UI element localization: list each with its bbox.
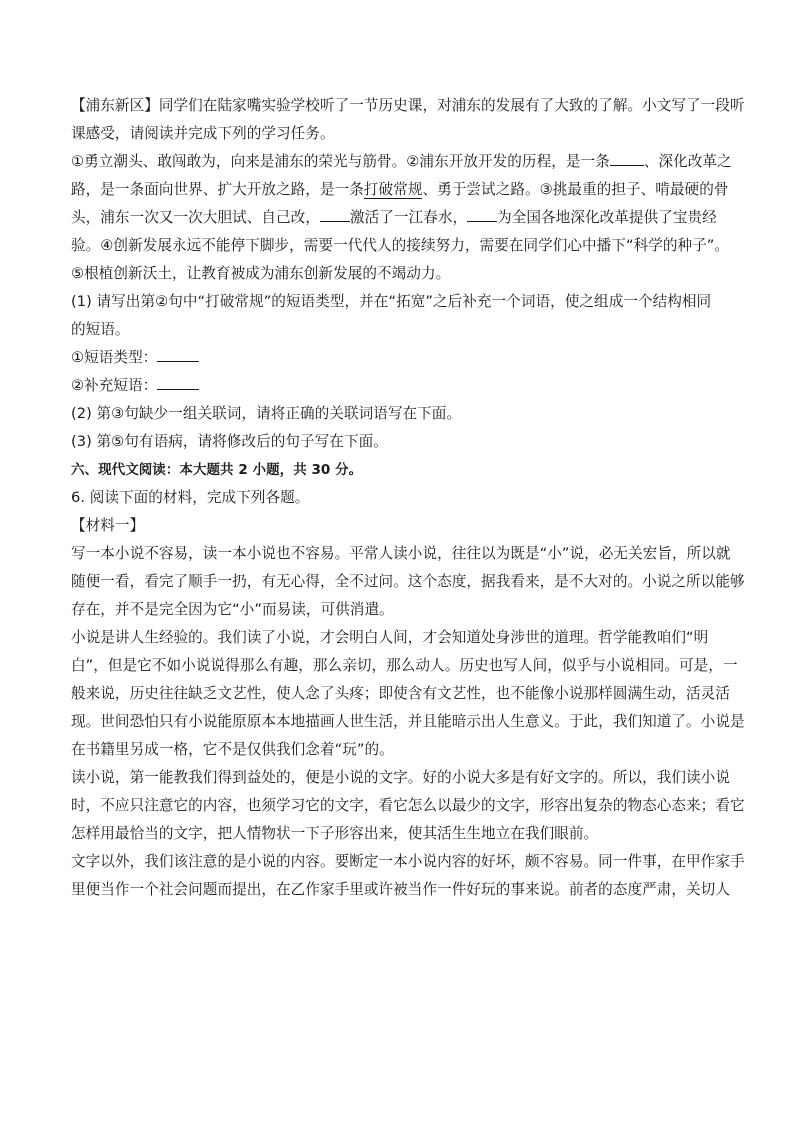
- answer-blank: [320, 207, 350, 222]
- article-line: 怎样用最恰当的文字，把人情物状一下子形容出来，使其活生生地立在我们眼前。: [71, 825, 599, 842]
- label-text: ①短语类型：: [71, 349, 158, 366]
- article-line: 时，不应只注意它的内容，也须学习它的文字，看它怎么以最少的文字，形容出复杂的物态心态来；看它: [71, 797, 745, 814]
- article-line: 随便一看，看完了顺手一扔，有无心得，全不过问。这个态度，据我看来，是不大对的。小说之所以能够: [71, 573, 745, 590]
- article-line: 在书籍里另成一格，它不是仅供我们念着“玩”的。: [71, 741, 394, 758]
- item-6: 6. 阅读下面的材料，完成下列各题。: [71, 489, 310, 506]
- passage-text: 路，是一条面向世界、扩大开放之路，是一条: [71, 181, 364, 198]
- article-line: 小说是讲人生经验的。我们读了小说，才会明白人间，才会知道处身涉世的道理。哲学能教咱们“明: [71, 629, 709, 646]
- article-line: 存在，并不是完全因为它“小”而易读，可供消遣。: [71, 601, 394, 618]
- question-1-line-2: 的短语。: [71, 321, 130, 338]
- article-line: 般来说，历史往往缺乏文艺性，使人念了头疼；即使含有文艺性，也不能像小说那样圆满生动，活灵活: [71, 685, 730, 702]
- article-line: 文字以外，我们该注意的是小说的内容。要断定一本小说内容的好坏，颇不容易。同一件事，在甲作家手: [71, 853, 745, 870]
- intro-line-2: 课感受，请阅读并完成下列的学习任务。: [71, 125, 335, 142]
- answer-blank: [467, 207, 497, 222]
- passage-text: 、深化改革之: [643, 153, 732, 170]
- intro-line-1: 【浦东新区】同学们在陆家嘴实验学校听了一节历史课，对浦东的发展有了大致的了解。小文写了一段听: [71, 97, 745, 114]
- question-1-line-1: (1) 请写出第②句中“打破常规”的短语类型，并在“拓宽”之后补充一个词语，使之组成一个结构相同: [71, 293, 712, 310]
- underlined-phrase: 打破常规: [363, 181, 423, 198]
- question-1-phrase-type: [71, 344, 709, 372]
- question-2: (2) 第③句缺少一组关联词，请将正确的关联词语写在下面。: [71, 405, 462, 422]
- passage-text: 、勇于尝试之路。③挑最重的担子、啃最硬的骨: [422, 181, 729, 198]
- article-line: 现。世间恐怕只有小说能原原本本地描画人世生活，并且能暗示出人生意义。于此，我们知道了。小说是: [71, 713, 745, 730]
- article-line: 读小说，第一能教我们得到益处的，便是小说的文字。好的小说大多是有好文字的。所以，我们读小说: [71, 769, 730, 786]
- article-line: 白”，但是它不如小说说得那么有趣，那么亲切，那么动人。历史也写人间，似乎与小说相同。可是，一: [71, 657, 738, 674]
- section-heading: 六、现代文阅读：本大题共 2 小题，共 30 分。: [71, 462, 363, 478]
- passage-line-5: ⑤根植创新沃土，让教育被成为浦东创新发展的不竭动力。: [71, 265, 451, 282]
- article-line: 里便当作一个社会问题而提出，在乙作家手里或许被当作一件好玩的事来说。前者的态度严肃，关切人: [71, 881, 730, 898]
- article-line: 写一本小说不容易，读一本小说也不容易。平常人读小说，往往以为既是“小”说，必无关宏旨，所以就: [71, 545, 731, 562]
- passage-line-1: [71, 148, 732, 176]
- passage-line-4: 验。④创新发展永远不能停下脚步，需要一代代人的接续努力，需要在同学们心中播下“科学的种子”。: [71, 237, 730, 254]
- passage-text: 头，浦东一次又一次大胆试、自己改，: [71, 209, 320, 226]
- passage-text: 为全国各地深化改革提供了宝贵经: [497, 209, 717, 226]
- material-1-label: 【材料一】: [71, 517, 145, 534]
- passage-line-2: [71, 176, 729, 204]
- question-1-supplement: [71, 372, 709, 400]
- answer-blank: [157, 375, 199, 390]
- passage-text: 激活了一江春水，: [349, 209, 468, 226]
- passage-text: ①勇立潮头、敢闯敢为，向来是浦东的荣光与筋骨。②浦东开放开发的历程，是一条: [71, 153, 610, 170]
- label-text: ②补充短语：: [71, 377, 158, 394]
- answer-blank: [610, 151, 644, 166]
- question-3: (3) 第⑤句有语病，请将修改后的句子写在下面。: [71, 433, 388, 450]
- passage-line-3: [71, 204, 717, 232]
- answer-blank: [157, 347, 199, 362]
